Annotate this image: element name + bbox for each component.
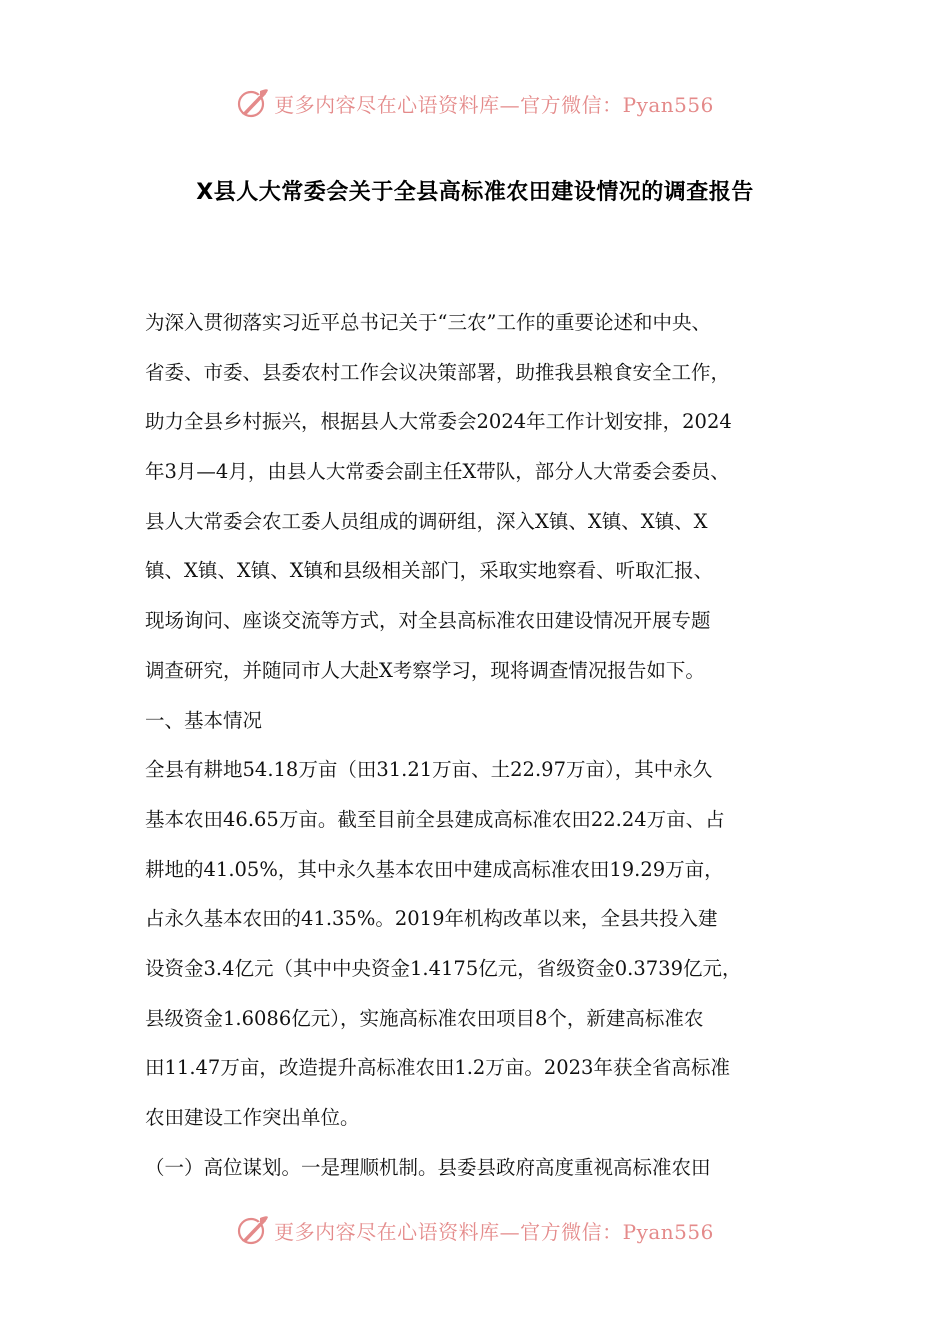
watermark-header: [0, 83, 950, 123]
document-title: X县人大常委会关于全县高标准农田建设情况的调查报告: [196, 180, 754, 205]
body-line: 基本农田46.65万亩。截至目前全县建成高标准农田22.24万亩、占: [145, 807, 725, 831]
body-line: 耕地的41.05%，其中永久基本农田中建成高标准农田19.29万亩，: [145, 857, 724, 881]
body-line: 现场询问、座谈交流等方式，对全县高标准农田建设情况开展专题: [145, 609, 711, 633]
watermark-text: 更多内容尽在心语资料库—官方微信：Pyan556: [274, 1219, 714, 1244]
watermark-text: 更多内容尽在心语资料库—官方微信：Pyan556: [274, 92, 714, 117]
quill-logo-icon: [236, 1213, 270, 1247]
body-line: 田11.47万亩，改造提升高标准农田1.2万亩。2023年获全省高标准: [145, 1056, 730, 1080]
body-line: 县人大常委会农工委人员组成的调研组，深入X镇、X镇、X镇、X: [145, 509, 708, 533]
body-line: 调查研究，并随同市人大赴X考察学习，现将调查情况报告如下。: [145, 658, 705, 682]
body-line: 设资金3.4亿元（其中中央资金1.4175亿元，省级资金0.3739亿元，: [145, 956, 742, 980]
body-line: 占永久基本农田的41.35%。2019年机构改革以来，全县共投入建: [145, 907, 718, 931]
watermark-footer: [0, 1210, 950, 1250]
document-body: [145, 298, 817, 1192]
section-heading: 一、基本情况: [145, 708, 263, 732]
body-line: 省委、市委、县委农村工作会议决策部署，助推我县粮食安全工作，: [145, 360, 731, 384]
body-line: 全县有耕地54.18万亩（田31.21万亩、土22.97万亩），其中永久: [145, 758, 713, 782]
body-line: 为深入贯彻落实习近平总书记关于“三农”工作的重要论述和中央、: [145, 311, 711, 334]
quill-logo-icon: [236, 86, 270, 120]
body-line: 县级资金1.6086亿元），实施高标准农田项目8个，新建高标准农: [145, 1006, 704, 1030]
body-line: 镇、X镇、X镇、X镇和县级相关部门，采取实地察看、听取汇报、: [145, 559, 714, 583]
body-line: 农田建设工作突出单位。: [145, 1106, 360, 1129]
body-line: 年3月—4月，由县人大常委会副主任X带队，部分人大常委会委员、: [145, 460, 730, 484]
subsection-line: （一）高位谋划。一是理顺机制。县委县政府高度重视高标准农田: [145, 1155, 711, 1179]
body-line: 助力全县乡村振兴，根据县人大常委会2024年工作计划安排，2024: [145, 410, 732, 434]
